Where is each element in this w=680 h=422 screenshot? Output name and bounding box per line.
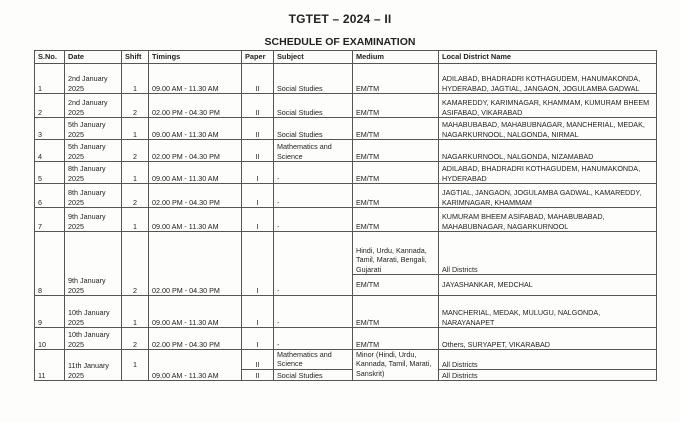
cell-subject: Social Studies — [274, 64, 353, 94]
table-header-row — [35, 51, 657, 64]
cell-timings: 09.00 AM - 11.30 AM — [149, 296, 242, 328]
cell-district: All Districts — [439, 370, 657, 381]
cell-district: JAYASHANKAR, MEDCHAL — [439, 275, 657, 296]
cell-paper: I — [242, 184, 274, 208]
cell-shift: 1 — [122, 162, 149, 184]
cell-sno: 1 — [35, 64, 65, 94]
cell-district: Others, SURYAPET, VIKARABAD — [439, 328, 657, 350]
header-medium: Medium — [353, 51, 439, 64]
cell-paper: II — [242, 140, 274, 162]
cell-medium: EM/TM — [353, 162, 439, 184]
cell-district: NAGARKURNOOL, NALGONDA, NIZAMABAD — [439, 140, 657, 162]
cell-shift: 2 — [122, 94, 149, 118]
cell-medium: EM/TM — [353, 140, 439, 162]
table-row — [35, 296, 657, 328]
table-row — [35, 162, 657, 184]
cell-medium: Hindi, Urdu, Kannada, Tamil, Marati, Bengali, Gujarati — [353, 232, 439, 275]
header-district: Local District Name — [439, 51, 657, 64]
cell-shift: 1 — [122, 118, 149, 140]
cell-shift: 1 — [122, 296, 149, 328]
cell-paper: I — [242, 296, 274, 328]
cell-date: 2nd January 2025 — [65, 94, 122, 118]
cell-timings: 09.00 AM - 11.30 AM — [149, 162, 242, 184]
cell-paper: I — [242, 328, 274, 350]
cell-district: MAHABUBABAD, MAHABUBNAGAR, MANCHERIAL, MEDAK, NAGARKURNOOL, NALGONDA, NIRMAL — [439, 118, 657, 140]
cell-district: ADILABAD, BHADRADRI KOTHAGUDEM, HANUMAKONDA, HYDERABAD — [439, 162, 657, 184]
cell-sno: 8 — [35, 232, 65, 296]
cell-district: KUMURAM BHEEM ASIFABAD, MAHABUBABAD, MAHABUBNAGAR, NAGARKURNOOL — [439, 208, 657, 232]
cell-sno: 5 — [35, 162, 65, 184]
cell-medium: EM/TM — [353, 64, 439, 94]
cell-date: 8th January 2025 — [65, 184, 122, 208]
cell-timings: 09.00 AM - 11.30 AM — [149, 118, 242, 140]
table-row — [35, 94, 657, 118]
cell-medium: EM/TM — [353, 328, 439, 350]
cell-medium: EM/TM — [353, 275, 439, 296]
header-sno: S.No. — [35, 51, 65, 64]
table-row — [35, 64, 657, 94]
cell-sno: 11 — [35, 350, 65, 381]
cell-subject: Social Studies — [274, 94, 353, 118]
cell-district: All Districts — [439, 232, 657, 275]
cell-timings: 02.00 PM - 04.30 PM — [149, 140, 242, 162]
cell-medium: EM/TM — [353, 118, 439, 140]
cell-timings: 02.00 PM - 04.30 PM — [149, 328, 242, 350]
cell-sno: 4 — [35, 140, 65, 162]
cell-date: 11th January 2025 — [65, 350, 122, 381]
cell-subject: - — [274, 184, 353, 208]
cell-shift: 1 — [122, 350, 149, 381]
cell-medium: EM/TM — [353, 296, 439, 328]
header-timings: Timings — [149, 51, 242, 64]
header-subject: Subject — [274, 51, 353, 64]
cell-paper: I — [242, 208, 274, 232]
cell-subject: - — [274, 296, 353, 328]
cell-subject: - — [274, 162, 353, 184]
cell-sno: 3 — [35, 118, 65, 140]
cell-timings: 02.00 PM - 04.30 PM — [149, 94, 242, 118]
cell-medium: EM/TM — [353, 94, 439, 118]
cell-subject: - — [274, 232, 353, 296]
cell-subject: Social Studies — [274, 118, 353, 140]
document-title: TGTET – 2024 – II — [288, 12, 392, 26]
cell-medium: EM/TM — [353, 208, 439, 232]
schedule-table — [34, 50, 657, 381]
table-row — [35, 232, 657, 275]
table-row — [35, 208, 657, 232]
cell-date: 5th January 2025 — [65, 140, 122, 162]
cell-district: KAMAREDDY, KARIMNAGAR, KHAMMAM, KUMURAM BHEEM ASIFABAD, VIKARABAD — [439, 94, 657, 118]
cell-shift: 2 — [122, 232, 149, 296]
cell-shift: 2 — [122, 184, 149, 208]
cell-sno: 2 — [35, 94, 65, 118]
cell-timings: 09.00 AM - 11.30 AM — [149, 350, 242, 381]
cell-sno: 9 — [35, 296, 65, 328]
cell-date: 8th January 2025 — [65, 162, 122, 184]
cell-district: JAGTIAL, JANGAON, JOGULAMBA GADWAL, KAMAREDDY, KARIMNAGAR, KHAMMAM — [439, 184, 657, 208]
table-row — [35, 140, 657, 162]
header-date: Date — [65, 51, 122, 64]
cell-sno: 7 — [35, 208, 65, 232]
cell-paper: II — [242, 370, 274, 381]
cell-date: 5th January 2025 — [65, 118, 122, 140]
cell-district: All Districts — [439, 350, 657, 370]
cell-date: 9th January 2025 — [65, 232, 122, 296]
cell-date: 10th January 2025 — [65, 296, 122, 328]
cell-subject: Mathematics and Science — [274, 140, 353, 162]
header-shift: Shift — [122, 51, 149, 64]
cell-timings: 02.00 PM - 04.30 PM — [149, 184, 242, 208]
cell-date: 10th January 2025 — [65, 328, 122, 350]
cell-sno: 10 — [35, 328, 65, 350]
table-row — [35, 184, 657, 208]
cell-date: 9th January 2025 — [65, 208, 122, 232]
cell-paper: II — [242, 64, 274, 94]
cell-district: MANCHERIAL, MEDAK, MULUGU, NALGONDA, NARAYANAPET — [439, 296, 657, 328]
cell-district: ADILABAD, BHADRADRI KOTHAGUDEM, HANUMAKONDA, HYDERABAD, JAGTIAL, JANGAON, JOGULAMBA GADWAL — [439, 64, 657, 94]
cell-paper: I — [242, 232, 274, 296]
cell-subject: Social Studies — [274, 370, 353, 381]
cell-shift: 1 — [122, 64, 149, 94]
cell-subject: - — [274, 208, 353, 232]
table-row — [35, 328, 657, 350]
table-row — [35, 118, 657, 140]
cell-medium: Minor (Hindi, Urdu, Kannada, Tamil, Marati, Sanskrit) — [353, 350, 439, 381]
cell-timings: 09.00 AM - 11.30 AM — [149, 64, 242, 94]
cell-paper: II — [242, 94, 274, 118]
cell-timings: 02.00 PM - 04.30 PM — [149, 232, 242, 296]
cell-subject: Mathematics and Science — [274, 350, 353, 370]
cell-subject: - — [274, 328, 353, 350]
table-row — [35, 350, 657, 370]
document-subtitle: SCHEDULE OF EXAMINATION — [264, 36, 416, 48]
cell-sno: 6 — [35, 184, 65, 208]
cell-paper: II — [242, 350, 274, 370]
cell-shift: 2 — [122, 328, 149, 350]
cell-medium: EM/TM — [353, 184, 439, 208]
cell-shift: 1 — [122, 208, 149, 232]
cell-shift: 2 — [122, 140, 149, 162]
cell-paper: II — [242, 118, 274, 140]
cell-paper: I — [242, 162, 274, 184]
header-paper: Paper — [242, 51, 274, 64]
cell-timings: 09.00 AM - 11.30 AM — [149, 208, 242, 232]
cell-date: 2nd January 2025 — [65, 64, 122, 94]
